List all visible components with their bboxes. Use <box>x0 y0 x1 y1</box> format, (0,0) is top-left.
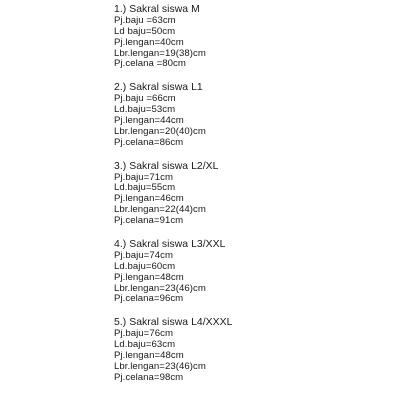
measurement-line: Lbr.lengan=20(40)cm <box>114 125 206 137</box>
measurement-line: Pj.lengan=44cm <box>114 115 184 127</box>
measurement-line: Pj.celana=91cm <box>114 215 184 227</box>
measurement-line: Lbr.lengan=23(46)cm <box>114 360 206 372</box>
measurement-line: Pj.lengan=40cm <box>114 36 184 48</box>
section-title: 4.) Sakral siswa L3/XXL <box>114 239 226 251</box>
measurement-line: Pj.baju=76cm <box>114 328 173 340</box>
size-section-l4-xxxl <box>114 318 404 383</box>
measurement-line: Ld.baju=55cm <box>114 182 176 194</box>
measurement-line: Lbr.lengan=23(46)cm <box>114 282 206 294</box>
measurement-line: Lbr.lengan=22(44)cm <box>114 204 206 216</box>
measurement-line: Pj.lengan=48cm <box>114 350 184 362</box>
measurement-line: Pj.celana=98cm <box>114 371 184 383</box>
measurement-line: Pj.lengan=48cm <box>114 271 184 283</box>
measurement-line: Lbr.lengan=19(38)cm <box>114 47 206 59</box>
measurement-line: Pj.celana =80cm <box>114 58 186 70</box>
size-section-l1 <box>114 83 404 148</box>
section-title: 5.) Sakral siswa L4/XXXL <box>114 317 233 329</box>
measurement-line: Pj.baju=74cm <box>114 249 173 261</box>
section-title: 1.) Sakral siswa M <box>114 4 200 15</box>
size-chart-document <box>114 5 404 397</box>
measurement-line: Pj.baju=71cm <box>114 171 173 183</box>
section-title: 2.) Sakral siswa L1 <box>114 82 203 94</box>
measurement-line: Pj.celana=96cm <box>114 293 184 305</box>
measurement-line: Pj.baju =66cm <box>114 93 176 105</box>
measurement-line: Ld.baju=60cm <box>114 260 176 272</box>
measurement-line: Ld baju=50cm <box>114 25 176 37</box>
measurement-line: Pj.baju =63cm <box>114 14 176 26</box>
size-section-m <box>114 5 404 70</box>
section-title: 3.) Sakral siswa L2/XL <box>114 160 219 172</box>
measurement-line: Pj.celana=86cm <box>114 136 184 148</box>
measurement-line: Ld.baju=53cm <box>114 104 176 116</box>
measurement-line: Ld.baju=63cm <box>114 339 176 351</box>
measurement-line: Pj.lengan=46cm <box>114 193 184 205</box>
size-section-l2-xl <box>114 162 404 227</box>
size-section-l3-xxl <box>114 240 404 305</box>
